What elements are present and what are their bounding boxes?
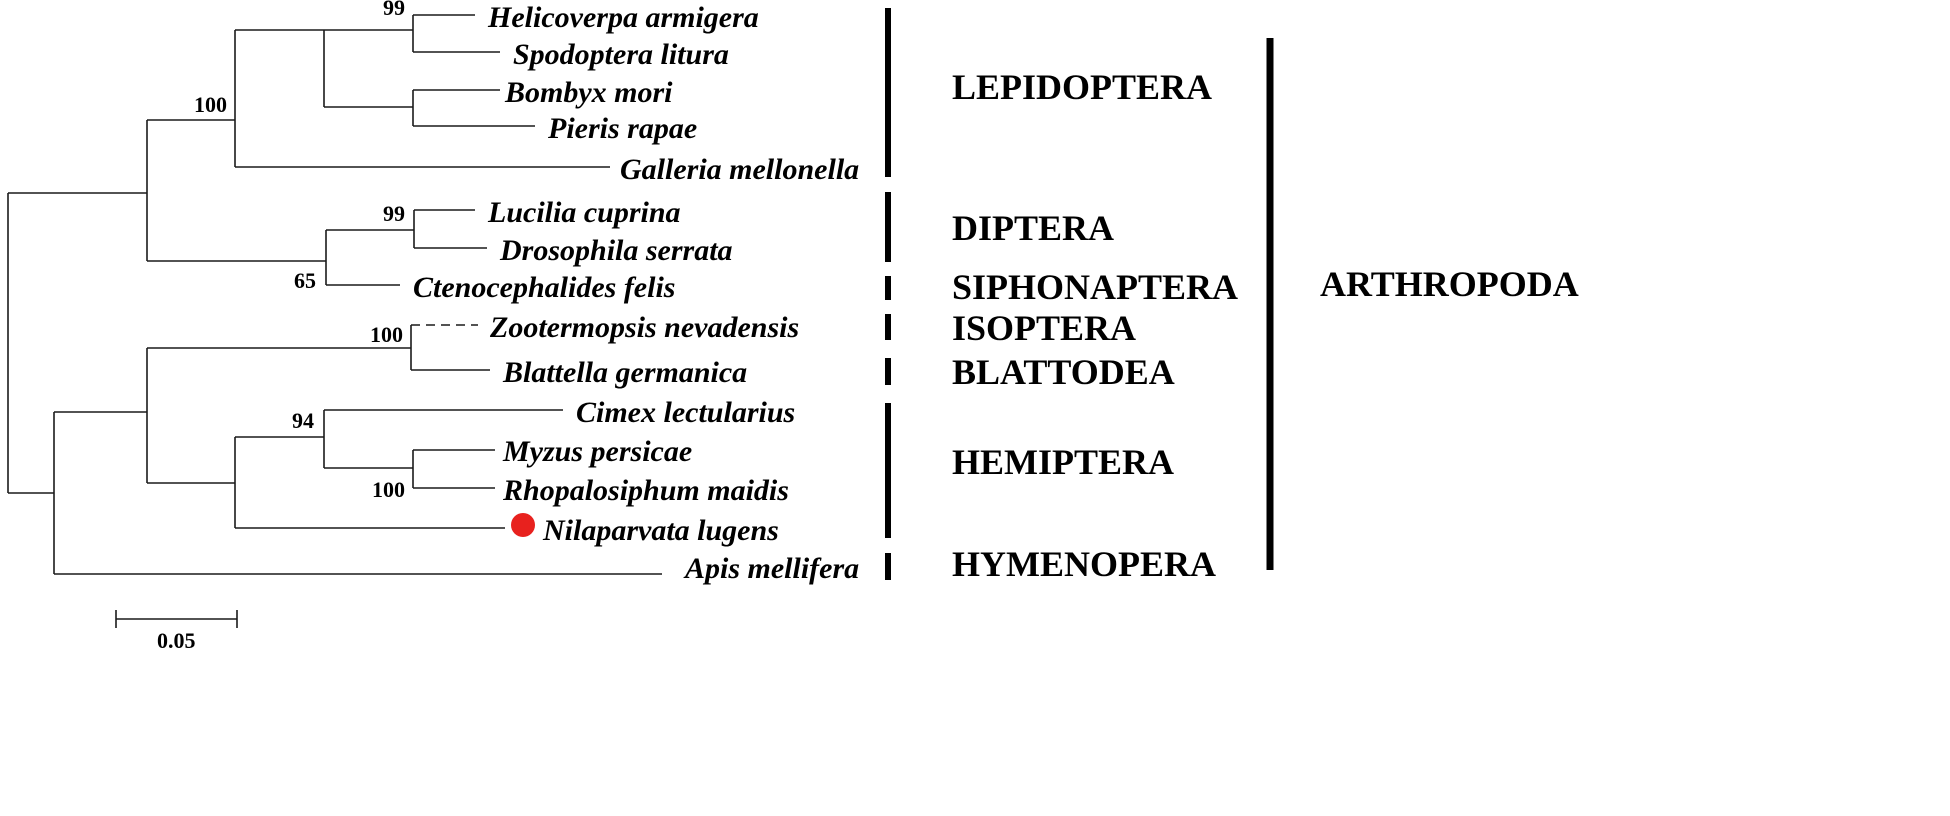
taxon-rhopalosiphum: Rhopalosiphum maidis: [503, 474, 789, 507]
taxon-spodoptera: Spodoptera litura: [513, 38, 729, 71]
order-siphonaptera: SIPHONAPTERA: [952, 267, 1239, 307]
bootstrap-zootermopsis-blattella: 100: [370, 322, 403, 347]
highlight-marker-dot: [511, 513, 535, 537]
bootstrap-myzus-rhopalosiphum: 100: [372, 477, 405, 502]
taxon-nilaparvata: Nilaparvata lugens: [543, 514, 779, 547]
order-isoptera: ISOPTERA: [952, 308, 1137, 348]
taxon-drosophila: Drosophila serrata: [500, 234, 733, 267]
bootstrap-hemiptera: 94: [292, 408, 314, 433]
order-blattodea: BLATTODEA: [952, 352, 1175, 392]
bootstrap-values: [194, 0, 405, 502]
bootstrap-helicoverpa-spodoptera: 99: [383, 0, 405, 20]
scale-bar-label: 0.05: [157, 628, 196, 653]
taxon-myzus: Myzus persicae: [503, 435, 693, 468]
taxon-ctenocephalides: Ctenocephalides felis: [413, 271, 676, 304]
order-lepidoptera: LEPIDOPTERA: [952, 67, 1213, 107]
taxon-lucilia: Lucilia cuprina: [488, 196, 681, 229]
bootstrap-lucilia-drosophila: 99: [383, 201, 405, 226]
taxon-apis: Apis mellifera: [685, 552, 860, 585]
order-diptera: DIPTERA: [952, 208, 1115, 248]
taxon-labels: [413, 1, 859, 585]
bootstrap-diptera-siphonaptera: 65: [294, 268, 316, 293]
taxon-cimex: Cimex lectularius: [576, 396, 796, 429]
bootstrap-lepidoptera: 100: [194, 92, 227, 117]
order-labels: [952, 67, 1579, 584]
taxon-zootermopsis: Zootermopsis nevadensis: [490, 311, 800, 344]
taxon-galleria: Galleria mellonella: [620, 153, 860, 186]
order-hymenoptera: HYMENOPERA: [952, 544, 1216, 584]
taxon-bombyx: Bombyx mori: [505, 76, 673, 109]
taxon-blattella: Blattella germanica: [503, 356, 748, 389]
phylum-arthropoda: ARTHROPODA: [1320, 264, 1579, 304]
taxon-helicoverpa: Helicoverpa armigera: [488, 1, 759, 34]
order-hemiptera: HEMIPTERA: [952, 442, 1175, 482]
taxon-pieris: Pieris rapae: [548, 112, 698, 145]
scale-bar: [116, 610, 237, 653]
